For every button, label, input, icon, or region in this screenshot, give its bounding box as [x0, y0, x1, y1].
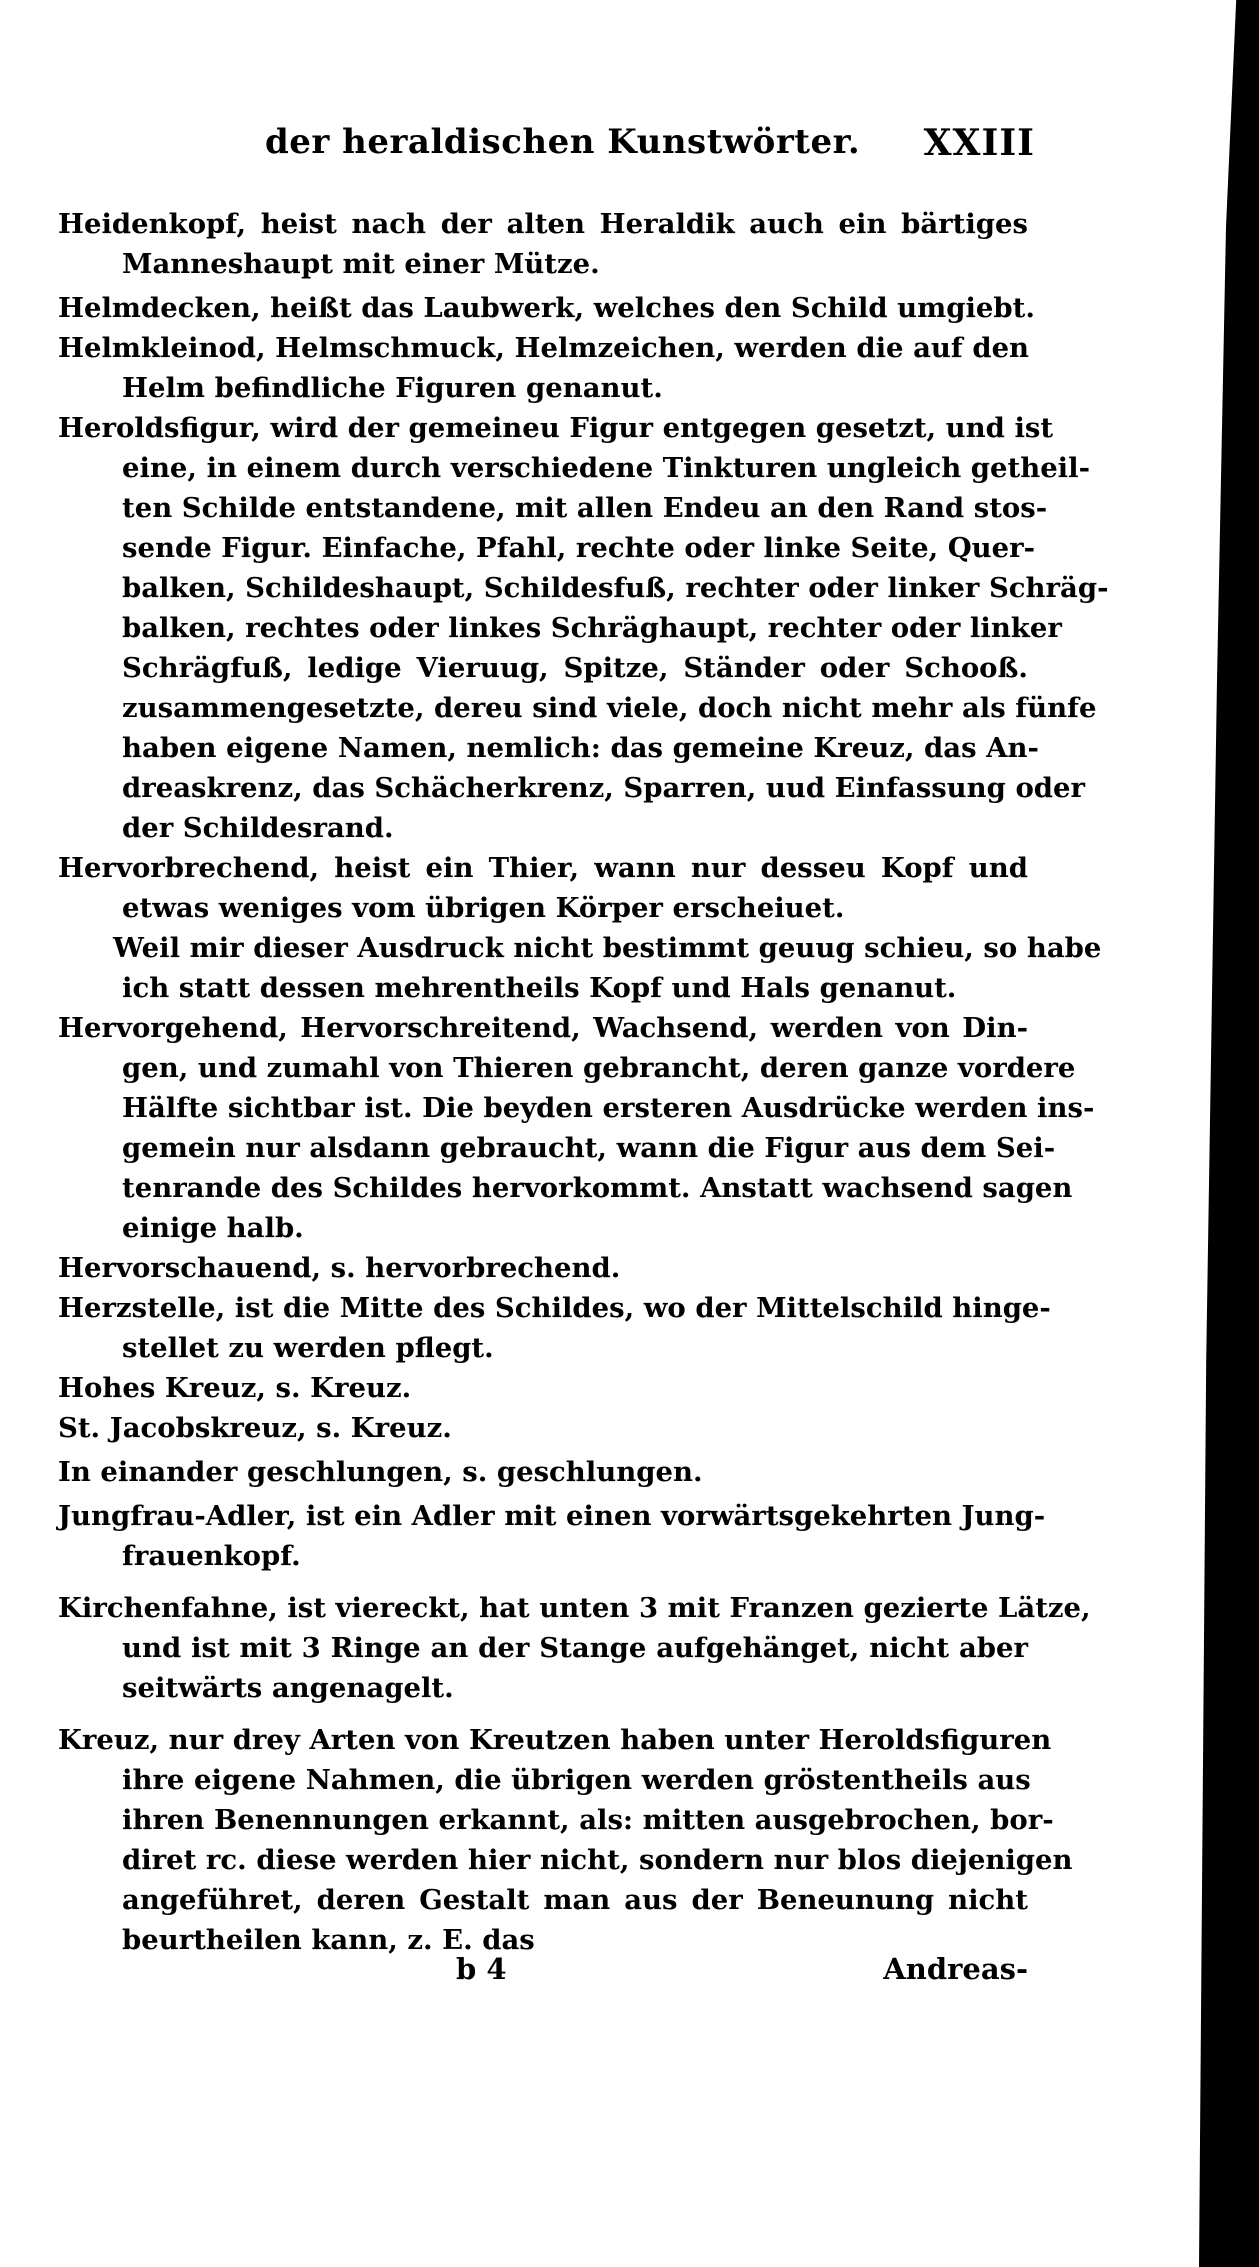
entry-line: Helm befindliche Figuren genanut. [122, 372, 663, 404]
entry-line: beurtheilen kann, z. E. das [122, 1924, 535, 1956]
entry-line: Hervorgehend, Hervorschreitend, Wachsend, werden von Din- [58, 1012, 1028, 1044]
entry-line: und ist mit 3 Ringe an der Stange aufgehänget, nicht aber [122, 1632, 1028, 1664]
entry-line: Kirchenfahne, ist viereckt, hat unten 3 mit Franzen gezierte Lätze, [58, 1592, 1091, 1624]
entry-line: In einander geschlungen, s. geschlungen. [58, 1456, 703, 1488]
entry-line: ten Schilde entstandene, mit allen Endeu an den Rand stos- [122, 492, 1048, 524]
entry-line: etwas weniges vom übrigen Körper erscheiuet. [122, 892, 845, 924]
entry-line: Hervorschauend, s. hervorbrechend. [58, 1252, 621, 1284]
entry-heroldsfigur [58, 408, 1109, 848]
entry-hervorgehend [58, 1008, 1095, 1248]
catchword: Andreas- [883, 1952, 1028, 1986]
entry-line: sende Figur. Einfache, Pfahl, rechte oder linke Seite, Quer- [122, 532, 1036, 564]
entry-line: balken, rechtes oder linkes Schräghaupt, rechter oder linker [122, 612, 1062, 644]
entry-st-jacobskreuz [58, 1408, 1028, 1448]
entry-hohes-kreuz [58, 1368, 1028, 1408]
entry-line: Hälfte sichtbar ist. Die beyden ersteren Ausdrücke werden ins- [122, 1092, 1095, 1124]
entry-line: einige halb. [122, 1212, 304, 1244]
entry-line: frauenkopf. [122, 1540, 301, 1572]
entry-line: seitwärts angenagelt. [122, 1672, 454, 1704]
entry-helmdecken [58, 288, 1035, 328]
entry-in-einander-geschlungen [58, 1452, 1028, 1492]
entry-line: Kreuz, nur drey Arten von Kreutzen haben unter Heroldsfiguren [58, 1724, 1052, 1756]
page-footer [58, 1952, 1028, 1992]
author-note [58, 928, 1102, 1008]
entry-line: Helmkleinod, Helmschmuck, Helmzeichen, werden die auf den [58, 332, 1030, 364]
note-line: ich statt dessen mehrentheils Kopf und Hals genanut. [122, 972, 957, 1004]
entry-line: Helmdecken, heißt das Laubwerk, welches den Schild umgiebt. [58, 292, 1035, 324]
entry-hervorschauend [58, 1248, 1028, 1288]
entry-line: dreaskrenz, das Schächerkrenz, Sparren, uud Einfassung oder [122, 772, 1086, 804]
entry-jungfrau-adler [58, 1496, 1046, 1576]
entry-herzstelle [58, 1288, 1051, 1368]
entry-line: zusammengesetzte, dereu sind viele, doch nicht mehr als fünfe [122, 692, 1097, 724]
entry-line: balken, Schildeshaupt, Schildesfuß, rechter oder linker Schräg- [122, 572, 1109, 604]
note-line: Weil mir dieser Ausdruck nicht bestimmt geuug schieu, so habe [113, 932, 1102, 964]
entry-line: Schrägfuß, ledige Vieruug, Spitze, Ständer oder Schooß. [122, 652, 1028, 684]
entry-line: haben eigene Namen, nemlich: das gemeine Kreuz, das An- [122, 732, 1039, 764]
entry-line: der Schildesrand. [122, 812, 394, 844]
entry-line: stellet zu werden pflegt. [122, 1332, 494, 1364]
entry-line: ihre eigene Nahmen, die übrigen werden gröstentheils aus [122, 1764, 1031, 1796]
entry-line: Manneshaupt mit einer Mütze. [122, 248, 600, 280]
scan-border-dark-edge [1199, 0, 1259, 2267]
entry-line: gemein nur alsdann gebraucht, wann die Figur aus dem Sei- [122, 1132, 1056, 1164]
entry-line: Hervorbrechend, heist ein Thier, wann nur desseu Kopf und [58, 852, 1028, 884]
entry-kirchenfahne [58, 1588, 1091, 1708]
signature-mark: b 4 [456, 1952, 507, 1986]
entry-line: Heroldsfigur, wird der gemeineu Figur entgegen gesetzt, und ist [58, 412, 1054, 444]
entry-line: tenrande des Schildes hervorkommt. Anstatt wachsend sagen [122, 1172, 1073, 1204]
entry-heidenkopf [58, 204, 1028, 284]
entry-line: Jungfrau-Adler, ist ein Adler mit einen vorwärtsgekehrten Jung- [58, 1500, 1046, 1532]
entry-hervorbrechend [58, 848, 1102, 1008]
entry-line: diret rc. diese werden hier nicht, sondern nur blos diejenigen [122, 1844, 1073, 1876]
entry-helmkleinod [58, 328, 1028, 408]
entry-line: St. Jacobskreuz, s. Kreuz. [58, 1412, 452, 1444]
entry-line: eine, in einem durch verschiedene Tinkturen ungleich getheil- [122, 452, 1090, 484]
entry-line: gen, und zumahl von Thieren gebrancht, deren ganze vordere [122, 1052, 1076, 1084]
entry-line: Heidenkopf, heist nach der alten Heraldik auch ein bärtiges [58, 208, 1028, 240]
entry-line: angeführet, deren Gestalt man aus der Beneunung nicht [122, 1884, 1028, 1916]
entry-line: Herzstelle, ist die Mitte des Schildes, wo der Mittelschild hinge- [58, 1292, 1051, 1324]
running-title: der heraldischen Kunstwörter. [265, 122, 861, 162]
glossary-body [58, 204, 1109, 1960]
page-number: XXIII [923, 122, 1035, 164]
entry-kreuz [58, 1720, 1073, 1960]
entry-line: Hohes Kreuz, s. Kreuz. [58, 1372, 412, 1404]
running-header [265, 122, 1035, 172]
entry-line: ihren Benennungen erkannt, als: mitten ausgebrochen, bor- [122, 1804, 1054, 1836]
